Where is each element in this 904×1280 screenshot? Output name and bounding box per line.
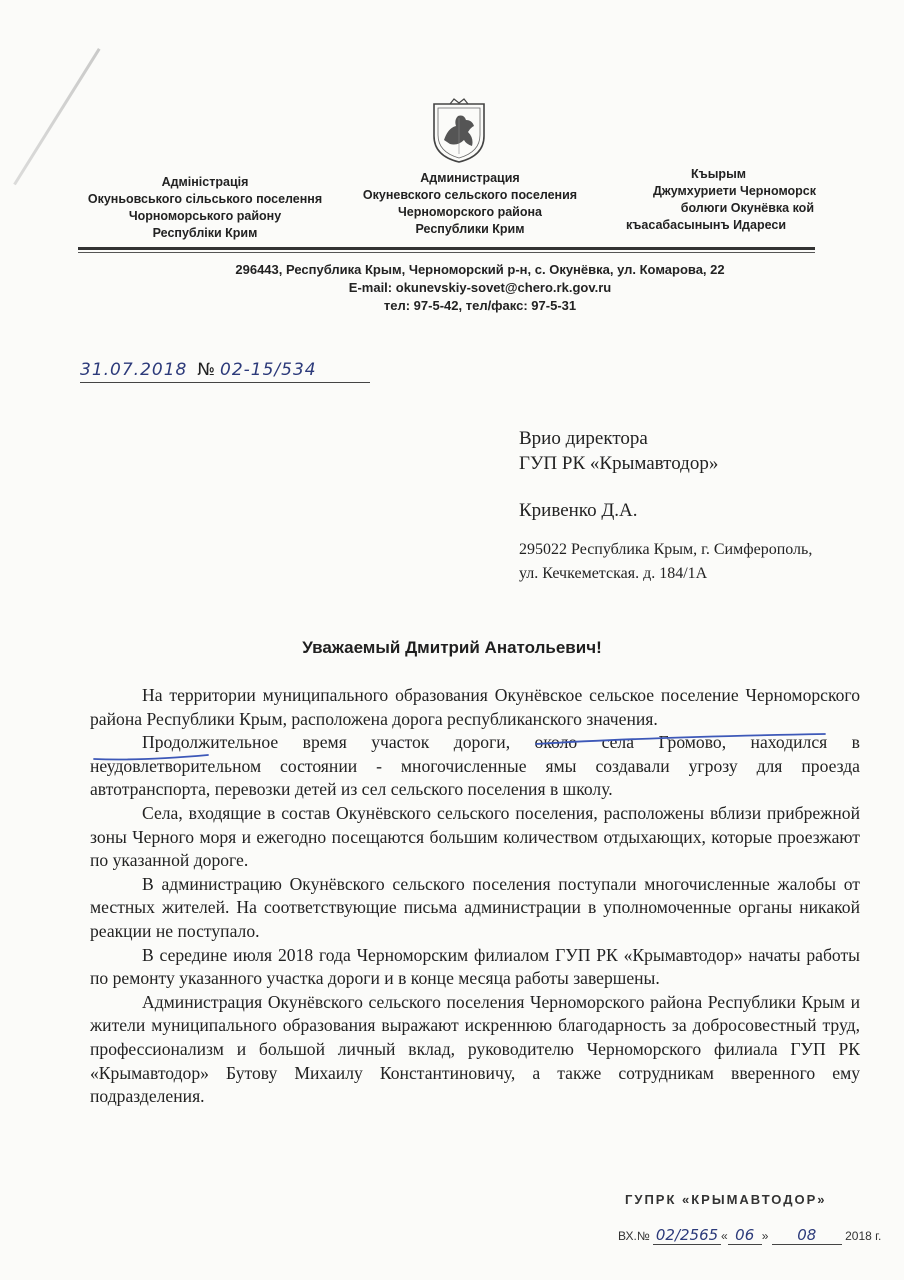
- stamp-year: 2018 г.: [845, 1229, 882, 1243]
- header-uk-line: Адміністрація: [161, 175, 249, 189]
- incoming-stamp-org: ГУПРК «КРЫМАВТОДОР»: [625, 1192, 827, 1207]
- org-address: 296443, Республика Крым, Черноморский р-н, с. Окунёвка, ул. Комарова, 22: [235, 262, 725, 277]
- header-uk-line: Чорноморського району: [128, 209, 282, 223]
- stamp-day: 06: [728, 1226, 762, 1245]
- stamp-in-number: 02/2565: [653, 1226, 721, 1245]
- addressee-address-line: ул. Кечкеметская. д. 184/1А: [519, 565, 708, 582]
- body-paragraph: На территории муниципального образования Окунёвское сельское поселение Черноморского района Республики Крым, расположена дорога республиканского значения.: [90, 685, 860, 729]
- outgoing-date: 31.07.2018: [80, 360, 188, 380]
- addressee-position: Врио директора: [519, 428, 648, 449]
- stamp-month: 08: [772, 1226, 842, 1245]
- addressee-address-line: 295022 Республика Крым, г. Симферополь,: [519, 541, 813, 558]
- header-ru-line: Республики Крим: [415, 222, 525, 236]
- addressee-name: Кривенко Д.А.: [519, 500, 638, 521]
- header-uk-line: Окуньовського сільського поселення: [87, 192, 323, 206]
- pen-underline-mark: [90, 725, 830, 765]
- header-crh-line: Къырым: [691, 167, 746, 181]
- header-ukrainian: [70, 174, 340, 242]
- org-phones: тел: 97-5-42, тел/факс: 97-5-31: [383, 298, 577, 313]
- greeting: Уважаемый Дмитрий Анатольевич!: [302, 638, 602, 657]
- stamp-in-label: ВХ.№: [618, 1229, 650, 1243]
- scan-artifact: [13, 48, 100, 185]
- stamp-quote-close: »: [761, 1229, 769, 1243]
- header-crh-line: къасабасынынъ Идареси: [626, 218, 786, 232]
- header-divider-thin: [78, 252, 815, 253]
- outgoing-number: 02-15/534: [220, 360, 317, 380]
- incoming-stamp: [618, 1226, 881, 1245]
- email-value: okunevskiy-sovet@chero.rk.gov.ru: [395, 280, 612, 295]
- body-paragraph: Администрация Окунёвского сельского поселения Черноморского района Республики Крым и жители муниципального образования выражают искреннюю благодарность за добросовестный труд, профессионализм и большой личный вклад, руководителю Черноморского филиала ГУП РК «Крымавтодор» Бутову Михаилу Константиновичу, а также сотрудникам вверенного ему подразделения.: [90, 991, 860, 1107]
- email-label: E-mail:: [348, 280, 393, 295]
- header-crh-line: болюги Окунёвка кой: [680, 201, 814, 215]
- addressee-organization: ГУП РК «Крымавтодор»: [519, 453, 719, 474]
- header-crh-line: Джумхуриети Черноморск: [652, 184, 816, 198]
- coat-of-arms-icon: [428, 98, 490, 164]
- number-sign: №: [197, 360, 217, 380]
- stamp-quote-open: «: [721, 1229, 728, 1243]
- outgoing-reference: [80, 360, 317, 380]
- body-paragraph: Села, входящие в состав Окунёвского сельского поселения, расположены вблизи прибрежной зоны Черного моря и ежегодно посещаются большим количеством отдыхающих, которые проезжают по указанной дороге.: [90, 802, 860, 871]
- header-ru-line: Черноморского района: [398, 205, 542, 219]
- reference-underline: [80, 382, 370, 383]
- header-ru-line: Окуневского сельского поселения: [362, 188, 578, 202]
- header-divider: [78, 247, 815, 250]
- header-crimean-tatar: [598, 166, 816, 234]
- body-paragraph: Продолжительное время участок дороги, около села Громово, находился в неудовлетворительном состоянии - многочисленные ямы создавали угрозу для проезда автотранспорта, перевозки детей из сел сельского поселения в школу.: [90, 732, 860, 800]
- body-paragraph: В администрацию Окунёвского сельского поселения поступали многочисленные жалобы от местных жителей. На соответствующие письма администрации в уполномоченные органы никакой реакции не поступало.: [90, 873, 860, 941]
- header-uk-line: Республіки Крим: [152, 226, 258, 240]
- body-paragraph: В середине июля 2018 года Черноморским филиалом ГУП РК «Крымавтодор» начаты работы по ремонту указанного участка дороги и в конце месяца работы завершены.: [90, 944, 860, 989]
- header-ru-line: Администрация: [420, 171, 520, 185]
- header-russian: [345, 170, 595, 238]
- org-email: [100, 280, 860, 295]
